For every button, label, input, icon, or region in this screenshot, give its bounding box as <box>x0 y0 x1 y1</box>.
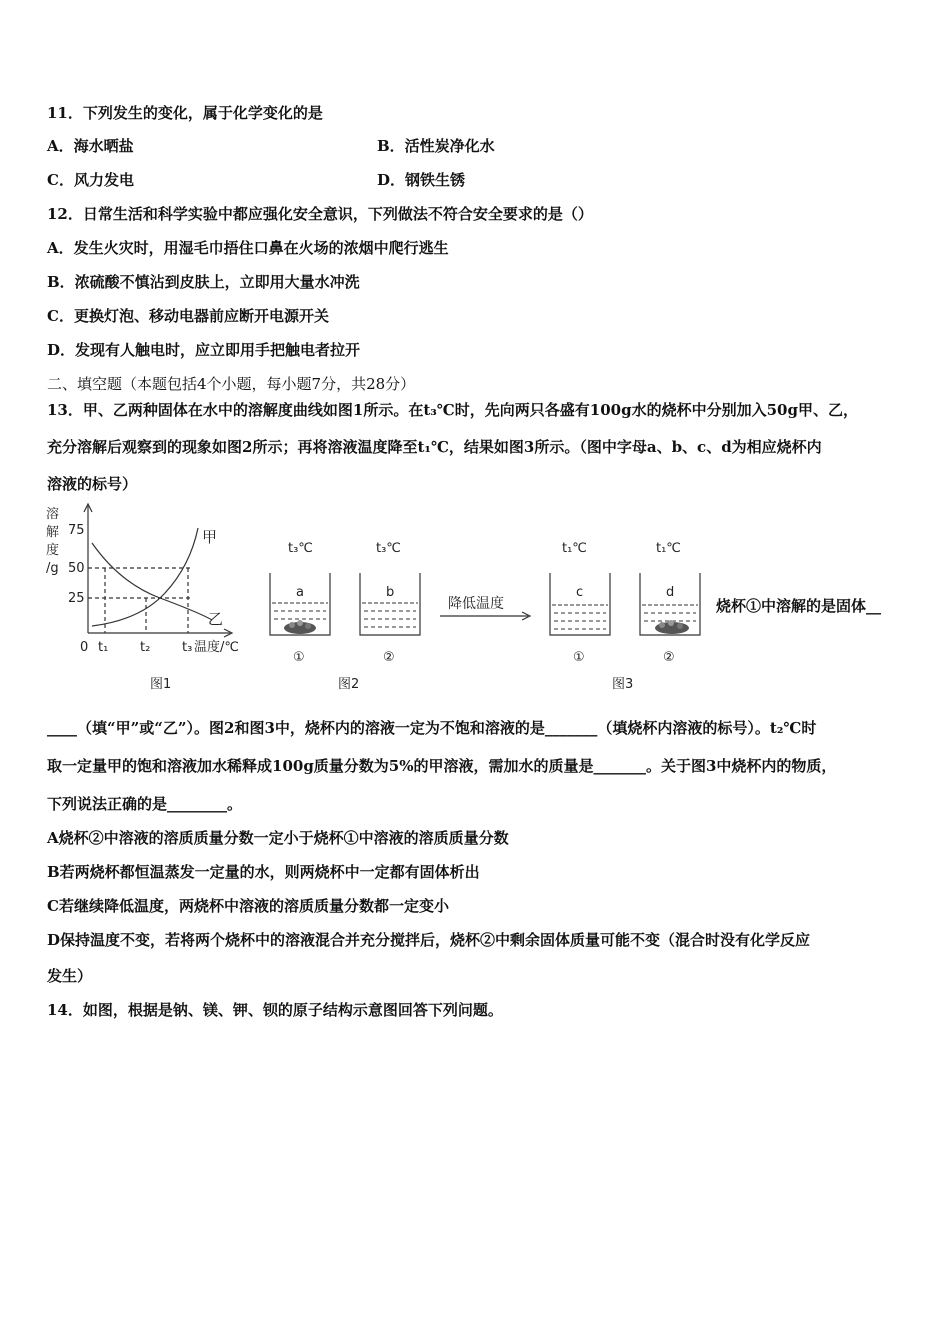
figure-3-beakers <box>550 573 700 635</box>
q13-side-text: 烧杯①中溶解的是固体__ <box>716 597 882 615</box>
section-heading: 二、填空题（本题包括4个小题，每小题7分，共28分） <box>47 375 416 393</box>
fig2-beaker-b: b <box>386 585 395 600</box>
fig1-ylabel-2: 解 <box>46 525 60 540</box>
q13-option-a: A烧杯②中溶液的溶质质量分数一定小于烧杯①中溶液的溶质质量分数 <box>47 829 509 847</box>
fig1-ytick-25: 25 <box>68 591 85 606</box>
fig1-curve-label-jia: 甲 <box>202 528 218 546</box>
q12-option-b: B．浓硫酸不慎沾到皮肤上，立即用大量水冲洗 <box>47 273 360 291</box>
fig1-xtick-t3: t₃ <box>182 640 193 655</box>
fig1-ylabel-4: /g <box>46 561 59 576</box>
q12-option-d: D．发现有人触电时，应立即用手把触电者拉开 <box>47 341 361 359</box>
q13-option-b: B若两烧杯都恒温蒸发一定量的水，则两烧杯中一定都有固体析出 <box>47 863 480 881</box>
fig2-num-2: ② <box>383 650 395 665</box>
curve-yi <box>92 543 212 620</box>
curve-jia <box>92 528 198 626</box>
fig2-temp-1: t₃℃ <box>288 541 313 556</box>
fig2-caption: 图2 <box>338 677 360 692</box>
fig3-temp-2: t₁℃ <box>656 541 681 556</box>
q12-option-c: C．更换灯泡、移动电器前应断开电源开关 <box>47 307 329 325</box>
fig1-ytick-50: 50 <box>68 561 85 576</box>
fig1-ylabel-1: 溶 <box>46 507 60 522</box>
q13-line5: 取一定量甲的饱和溶液加水稀释成100g质量分数为5%的甲溶液，需加水的质量是_______。关于图3中烧杯内的物质， <box>47 757 837 775</box>
fig1-curve-label-yi: 乙 <box>208 610 224 628</box>
fig1-ytick-75: 75 <box>68 523 85 538</box>
fig3-beaker-c: c <box>576 585 584 600</box>
q11-option-c: C．风力发电 <box>47 171 134 189</box>
fig1-xlabel: 温度/℃ <box>194 640 239 655</box>
fig1-xtick-t1: t₁ <box>98 640 109 655</box>
fig1-xtick-0: 0 <box>80 640 89 655</box>
fig1-xtick-t2: t₂ <box>140 640 151 655</box>
fig3-caption: 图3 <box>612 677 634 692</box>
q12-stem: 12．日常生活和科学实验中都应强化安全意识，下列做法不符合安全要求的是（） <box>47 205 593 223</box>
fig2-num-1: ① <box>293 650 305 665</box>
q13-option-c: C若继续降低温度，两烧杯中溶液的溶质质量分数都一定变小 <box>47 897 449 915</box>
q13-line1: 13．甲、乙两种固体在水中的溶解度曲线如图1所示。在t₃℃时，先向两只各盛有100g水的烧杯中分别加入50g甲、乙， <box>47 401 858 419</box>
fig2-temp-2: t₃℃ <box>376 541 401 556</box>
q13-line3: 溶液的标号） <box>47 475 138 493</box>
q13-line6: 下列说法正确的是________。 <box>47 795 243 813</box>
q11-option-a: A．海水晒盐 <box>47 137 134 155</box>
q11-stem: 11．下列发生的变化，属于化学变化的是 <box>47 104 323 122</box>
q13-option-d-line2: 发生） <box>47 967 93 985</box>
q14-stem: 14．如图，根据是钠、镁、钾、钡的原子结构示意图回答下列问题。 <box>47 1001 503 1019</box>
fig3-num-1: ① <box>573 650 585 665</box>
arrow-label: 降低温度 <box>448 596 504 612</box>
q11-option-d: D．钢铁生锈 <box>377 171 466 189</box>
figure-2-beakers <box>270 573 420 635</box>
q11-option-b: B．活性炭净化水 <box>377 137 495 155</box>
fig3-temp-1: t₁℃ <box>562 541 587 556</box>
q13-line4: ____（填“甲”或“乙”）。图2和图3中，烧杯内的溶液一定为不饱和溶液的是_______（填烧杯内溶液的标号）。t₂℃时 <box>47 719 817 737</box>
q13-option-d-line1: D保持温度不变，若将两个烧杯中的溶液混合并充分搅拌后，烧杯②中剩余固体质量可能不变（混合时没有化学反应 <box>47 931 811 949</box>
fig1-caption: 图1 <box>150 677 172 692</box>
fig1-ylabel-3: 度 <box>46 543 60 558</box>
fig3-num-2: ② <box>663 650 675 665</box>
q12-option-a: A．发生火灾时，用湿毛巾捂住口鼻在火场的浓烟中爬行逃生 <box>47 239 449 257</box>
cooling-arrow <box>440 595 530 620</box>
fig3-beaker-d: d <box>666 585 675 600</box>
fig2-beaker-a: a <box>296 585 304 600</box>
q13-line2: 充分溶解后观察到的现象如图2所示；再将溶液温度降至t₁℃，结果如图3所示。（图中字母a、b、c、d为相应烧杯内 <box>47 438 822 456</box>
